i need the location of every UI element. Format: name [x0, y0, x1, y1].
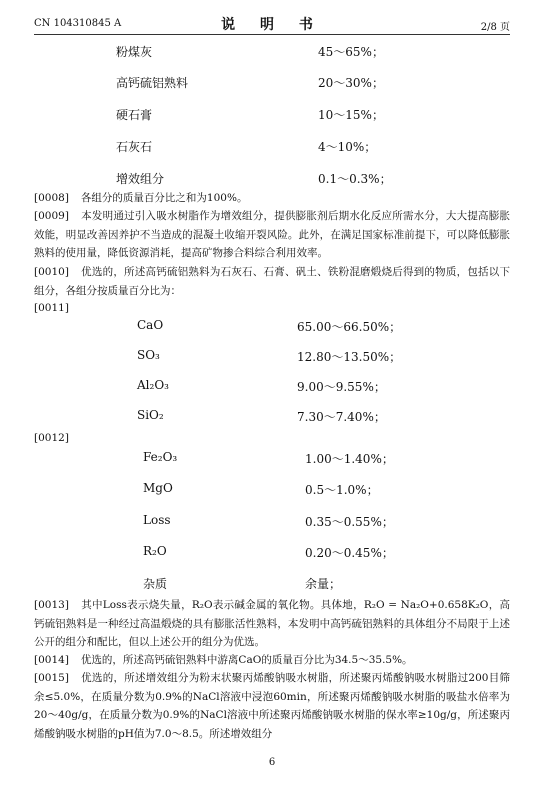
- paragraph-0015: [34, 669, 510, 743]
- list2-value: 65.00～66.50%；: [297, 320, 402, 334]
- page-header: [34, 8, 510, 32]
- list3-value: 余量；: [305, 577, 342, 591]
- list3-value: 0.5～1.0%；: [305, 483, 379, 497]
- list3-name: R₂O: [143, 544, 167, 558]
- list3-name: Loss: [143, 513, 171, 527]
- paragraph-0014: [34, 651, 510, 670]
- paragraph-tag: [0014]: [34, 654, 69, 666]
- list1-name: 粉煤灰: [116, 45, 153, 59]
- paragraph-0008: [34, 189, 510, 208]
- paragraph-text: 优选的，所述高钙硫铝熟料中游离CaO的质量百分比为34.5～35.5%。: [80, 654, 413, 666]
- paragraph-text: 优选的，所述增效组分为粉末状聚丙烯酸钠吸水树脂，所述聚丙烯酸钠吸水树脂过200目筛余≤5.0%，在质量分数为0.9%的NaCl溶液中浸泡60min，所述聚丙烯酸钠吸水树脂的吸盐水倍率为20～40g/g，在质量分数为0.9%的NaCl溶液中所述聚丙烯酸钠吸水树脂的保水率≥10g/g，所述聚丙烯酸钠吸水树脂的pH值为7.0～8.5。所述增效组分: [34, 672, 510, 740]
- page-title: 说 明 书: [221, 17, 323, 33]
- paragraph-0013: [34, 596, 510, 652]
- page-count: 2/8 页: [480, 22, 510, 33]
- list1-name: 增效组分: [116, 172, 165, 186]
- list1-value: 10～15%；: [318, 108, 384, 122]
- paragraph-tag: [0010]: [34, 266, 69, 278]
- list2-name: Al₂O₃: [137, 378, 169, 392]
- list3-value: 1.00～1.40%；: [305, 452, 394, 466]
- list3-name: Fe₂O₃: [143, 450, 178, 464]
- paragraph-0010: [34, 263, 510, 300]
- header-divider: [34, 34, 510, 35]
- paragraph-tag: [0013]: [34, 599, 69, 611]
- list1-name: 高钙硫铝熟料: [116, 76, 189, 90]
- list2-name: CaO: [137, 318, 164, 332]
- list1-value: 45～65%；: [318, 45, 384, 59]
- paragraph-0012: [34, 429, 510, 448]
- list1-name: 石灰石: [116, 140, 153, 154]
- paragraph-0011: [34, 299, 510, 318]
- paragraph-text: 其中Loss表示烧失量，R₂O表示碱金属的氧化物。具体地，R₂O = Na₂O+0.658K₂O，高钙硫铝熟料是一种经过高温煅烧的具有膨胀活性熟料，本发明中高钙硫铝熟料的具体组分不局限于上述公开的组分和配比，但以上述公开的组分为优选。: [34, 599, 510, 648]
- list3-name: 杂质: [143, 577, 168, 591]
- list2-name: SiO₂: [137, 408, 164, 422]
- paragraph-text: 本发明通过引入吸水树脂作为增效组分，提供膨胀剂后期水化反应所需水分，大大提高膨胀效能，明显改善因养护不当造成的混凝土收缩开裂风险。此外，在满足国家标准前提下，可以降低膨胀熟料的使用量，降低资源消耗，提高矿物掺合料综合利用效率。: [34, 210, 510, 259]
- list3-value: 0.20～0.45%；: [305, 546, 394, 560]
- list2-value: 7.30～7.40%；: [297, 410, 386, 424]
- paragraph-tag: [0009]: [34, 210, 69, 222]
- list2-name: SO₃: [137, 348, 160, 362]
- paragraph-tag: [0008]: [34, 192, 69, 204]
- list2-value: 9.00～9.55%；: [297, 380, 386, 394]
- list1-value: 4～10%；: [318, 140, 377, 154]
- patent-number: CN 104310845 A: [34, 18, 122, 29]
- list1-value: 20～30%；: [318, 76, 384, 90]
- paragraph-tag: [0015]: [34, 672, 69, 684]
- paragraph-0009: [34, 207, 510, 263]
- paragraph-text: 优选的，所述高钙硫铝熟料为石灰石、石膏、矾土、铁粉混磨煅烧后得到的物质，包括以下组分，各组分按质量百分比为：: [34, 266, 510, 297]
- page-number: 6: [268, 757, 276, 768]
- list1-value: 0.1～0.3%；: [318, 172, 392, 186]
- list2-value: 12.80～13.50%；: [297, 350, 402, 364]
- list3-value: 0.35～0.55%；: [305, 515, 394, 529]
- paragraph-text: 各组分的质量百分比之和为100%。: [80, 192, 248, 204]
- paragraph-tag: [0012]: [34, 432, 69, 444]
- paragraph-tag: [0011]: [34, 302, 69, 314]
- list3-name: MgO: [143, 481, 173, 495]
- list1-name: 硬石膏: [116, 108, 153, 122]
